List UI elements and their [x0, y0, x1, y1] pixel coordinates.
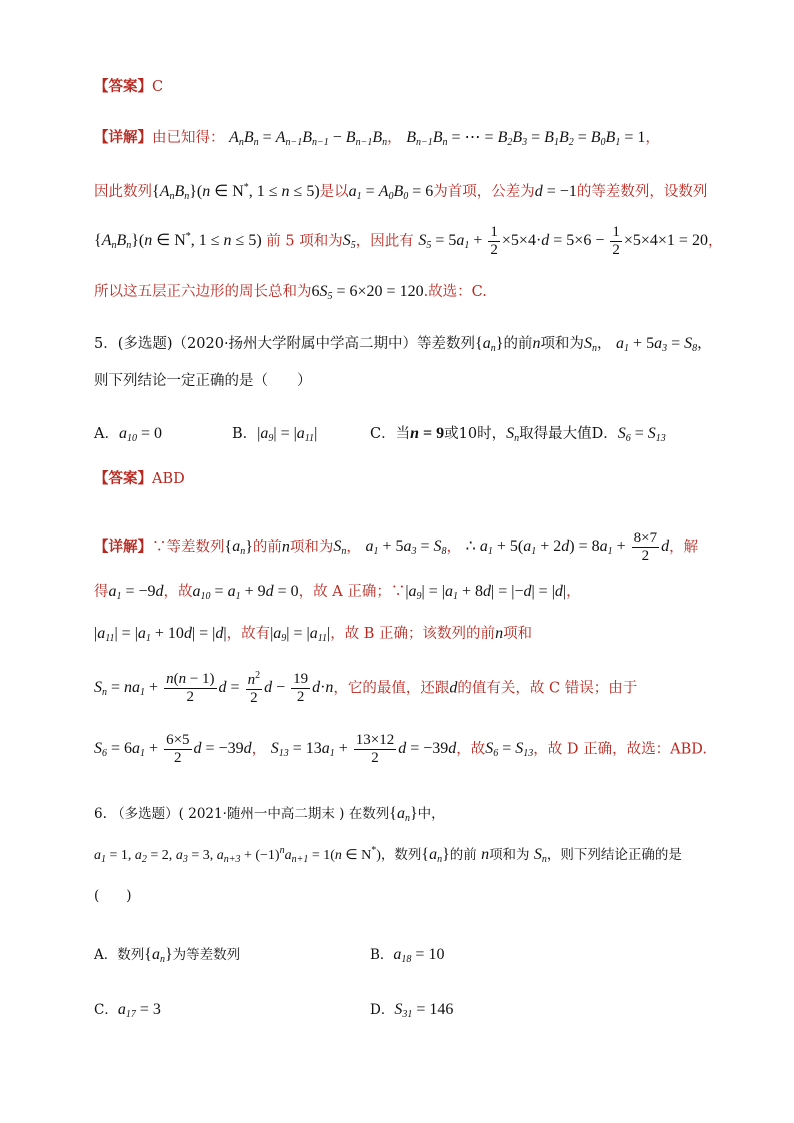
formula: $|a_9| = |a_1 + 8d| = |-d| = |d|$	[405, 583, 567, 602]
formula: n	[481, 846, 490, 863]
detail-text: ，故 A 正确；∵	[298, 584, 406, 600]
question-6-paren: ( )	[94, 888, 132, 904]
formula: $a_{10} = 0$	[118, 425, 163, 444]
question-text: ，数列	[380, 847, 422, 863]
option-label: C．	[94, 1002, 118, 1018]
detail-line-5d	[94, 670, 637, 708]
formula: $\{A_nB_n\}(n$ ∈ N*, 1 ≤ n ≤ 5)	[94, 231, 262, 252]
formula: $A_nB_n = A_{n-1}B_{n-1} - B_{n-1}B_n$	[229, 129, 388, 148]
detail-text: ，	[707, 233, 723, 250]
question-text: （多选题）( 2021·随州一中高二期末 ) 在数列	[111, 806, 390, 822]
detail-line-2	[94, 183, 707, 202]
formula: $a_{18} = 10$	[393, 946, 445, 965]
formula: $S_n$	[333, 538, 347, 558]
option-label: B．	[370, 947, 394, 963]
question-text: 项和为	[489, 847, 530, 863]
formula: ∴ $a_1 + 5(a_1 + 2d) = 8a_1$ + $\frac{8\times 7}{2}$ d	[465, 530, 670, 565]
detail-text: 为首项，公差为	[433, 184, 535, 200]
detail-text: 项和	[503, 626, 533, 642]
detail-text: 的前	[252, 539, 282, 556]
detail-text: ，	[645, 130, 660, 146]
option-a	[94, 943, 240, 965]
formula: $S_6 = S_{13}$	[617, 425, 666, 444]
detail-text: ，故有	[226, 626, 271, 642]
answer-value: C	[152, 79, 164, 95]
question-text: 中，	[417, 806, 445, 822]
question-6-line-1	[94, 806, 445, 824]
formula: $|a_9| = |a_{11}|$	[257, 425, 318, 444]
detail-text: ，解	[669, 539, 699, 556]
formula: $a_1 + 5a_3 = S_8$	[365, 538, 447, 558]
option-label: D．	[591, 426, 618, 442]
option-label: C．当	[370, 426, 411, 442]
detail-line-4	[94, 284, 487, 302]
formula: $S_5 = 5a_1$ + $\frac{1}{2}$ ×5×4·d = 5×6 − $\frac{1}{2}$ ×5×4×1 = 20	[418, 224, 708, 259]
option-text: 取得最大值	[519, 426, 592, 442]
detail-line-1	[94, 130, 660, 148]
formula: $a_{17} = 3$	[117, 1001, 161, 1020]
option-label: A．	[94, 426, 119, 442]
option-c	[370, 422, 666, 444]
answer-tag: 【答案】	[94, 78, 152, 95]
detail-text: ，故	[163, 584, 193, 600]
formula: $S_n$	[533, 846, 547, 865]
question-6-line-2	[94, 846, 682, 865]
detail-line-3	[94, 224, 722, 260]
formula: $S_n = na_1$ + $\frac{n(n - 1)}{2}$ d = $\frac{n^2}{2}$ d − $\frac{19}{2}$ d·n	[94, 670, 334, 707]
question-text: 的前	[449, 847, 477, 863]
option-b	[232, 422, 317, 444]
option-text: 为等差数列	[172, 947, 241, 963]
detail-text: ，故 D 正确，故选：ABD.	[533, 741, 707, 758]
formula: $\{A_nB_n\}(n$ ∈ N*, 1 ≤ n ≤ 5)	[152, 182, 320, 202]
question-text: ，则下列结论正确的是	[546, 847, 682, 863]
formula: $|a_{11}| = |a_1 + 10d| = |d|$	[94, 625, 227, 644]
formula: $B_{n-1}B_n$ = ⋯ = $B_2B_3 = B_1B_2 = B_0B_1 = 1$	[406, 129, 646, 148]
detail-line-5b: 得$a_1 = -9d$，故$a_{10} = a_1 + 9d = 0$，故 A 正确；$\because|a_9| = |a_1 + 8d| = |-d| = |d|$，	[94, 583, 581, 602]
question-5-line-1: 5．(多选题)（2020·扬州大学附属中学高二期中）等差数列$\{a_n\}$的前n项和为$S_n$， $a_1 + 5a_3 = S_8$，	[94, 335, 712, 354]
formula: = 9	[419, 425, 445, 442]
option-label: A．数列	[94, 947, 145, 963]
detail-text: .故选：C.	[423, 284, 487, 300]
formula: n	[281, 538, 290, 556]
detail-text: 前 5 项和为	[266, 233, 343, 250]
option-text: 或10时，	[444, 426, 507, 442]
formula: d	[449, 679, 458, 697]
detail-text: ，因此有	[355, 233, 414, 250]
detail-text: ，它的最值，还跟	[333, 680, 450, 697]
detail-text: 因此数列	[94, 184, 152, 200]
detail-text: 的值有关，故 C 错误；由于	[457, 680, 638, 697]
formula: $a_1 = A_0B_0 = 6$	[348, 183, 434, 202]
detail-text: ∵等差数列	[152, 539, 225, 556]
option-b	[370, 943, 444, 965]
formula: $S_n$	[583, 335, 597, 354]
question-number: 5．	[94, 336, 118, 352]
option-label: D．	[370, 1002, 395, 1018]
question-5-line-2: 则下列结论一定正确的是（ ）	[94, 373, 312, 389]
formula: $\{a_n\}$	[475, 335, 504, 354]
question-number: 6.	[94, 806, 107, 822]
formula: $S_{13} = 13a_1$ + $\frac{13\times 12}{2}$ d = −39d	[270, 732, 457, 767]
detail-text: ，	[387, 130, 402, 146]
detail-text: 所以这五层正六边形的周长总和为	[94, 284, 312, 300]
detail-text: 由已知得：	[152, 130, 225, 146]
answer-line	[94, 80, 163, 95]
option-d	[370, 998, 453, 1020]
formula: $S_n$	[506, 425, 520, 444]
formula: $\{a_n\}$	[421, 846, 450, 865]
answer-tag: 【答案】	[94, 470, 152, 487]
formula: $\{a_n\}$	[144, 946, 173, 965]
answer-value: ABD	[152, 471, 185, 487]
detail-line-5a: 【详解】∵等差数列$\{a_n\}$的前n项和为$S_n$， $a_1 + 5a_3 = S_8$， ∴ $a_1 + 5(a_1 + 2d) = 8a_1$ + $\frac{8\times 7}{2}$ d，解	[94, 530, 699, 565]
option-label: B．	[232, 426, 258, 442]
formula: $a_1 + 5a_3 = S_8$	[616, 335, 698, 354]
formula: d = −1	[534, 183, 577, 200]
detail-tag: 【详解】	[94, 129, 152, 146]
formula: $S_{31} = 146$	[394, 1001, 454, 1020]
detail-text: 项和为	[289, 539, 334, 556]
detail-text: 是以	[319, 184, 349, 200]
formula: $S_5$	[342, 232, 356, 252]
question-text: 项和为	[540, 336, 584, 352]
option-c	[94, 998, 161, 1020]
question-text: (多选题)（2020·扬州大学附属中学高二期中）等差数列	[117, 336, 476, 352]
formula: $6S_5 = 6\times 20 = 120$	[311, 283, 424, 302]
option-a	[94, 422, 162, 444]
formula: $S_6 = 6a_1$ + $\frac{6\times 5}{2}$ d = −39d	[94, 732, 252, 767]
formula: $a_1 = -9d$	[108, 583, 164, 602]
detail-line-5c	[94, 626, 532, 644]
formula: $|a_9| = |a_{11}|$	[270, 625, 331, 644]
question-text: 的前	[503, 336, 533, 352]
formula: $a_{10} = a_1 + 9d = 0$	[192, 583, 299, 602]
formula: n	[410, 425, 420, 442]
formula: n	[532, 335, 541, 352]
detail-text: ，故	[456, 741, 486, 758]
formula: $a_1 = 1$, $a_2 = 2$, $a_3 = 3$, $a_{n+3} + (-1)^na_{n+1} = 1(n$ ∈ N*)	[94, 845, 381, 865]
detail-text: 得	[94, 584, 109, 600]
detail-text: 的等差数列，设数列	[576, 184, 708, 200]
formula: $\{a_n\}$	[224, 538, 253, 558]
detail-text: ，故 B 正确；该数列的前	[330, 626, 496, 642]
formula: $S_6 = S_{13}$	[485, 740, 534, 760]
answer-line	[94, 472, 185, 487]
formula: n	[495, 625, 504, 642]
formula: $\{a_n\}$	[389, 805, 418, 824]
detail-line-5e: $S_6 = 6a_1$ + $\frac{6\times 5}{2}$ d = −39d， $S_{13} = 13a_1$ + $\frac{13\times 12}{2}$ d = −39d，故$S_6 = S_{13}$，故 D 正确，故选：ABD.	[94, 732, 707, 767]
detail-tag: 【详解】	[94, 538, 152, 556]
